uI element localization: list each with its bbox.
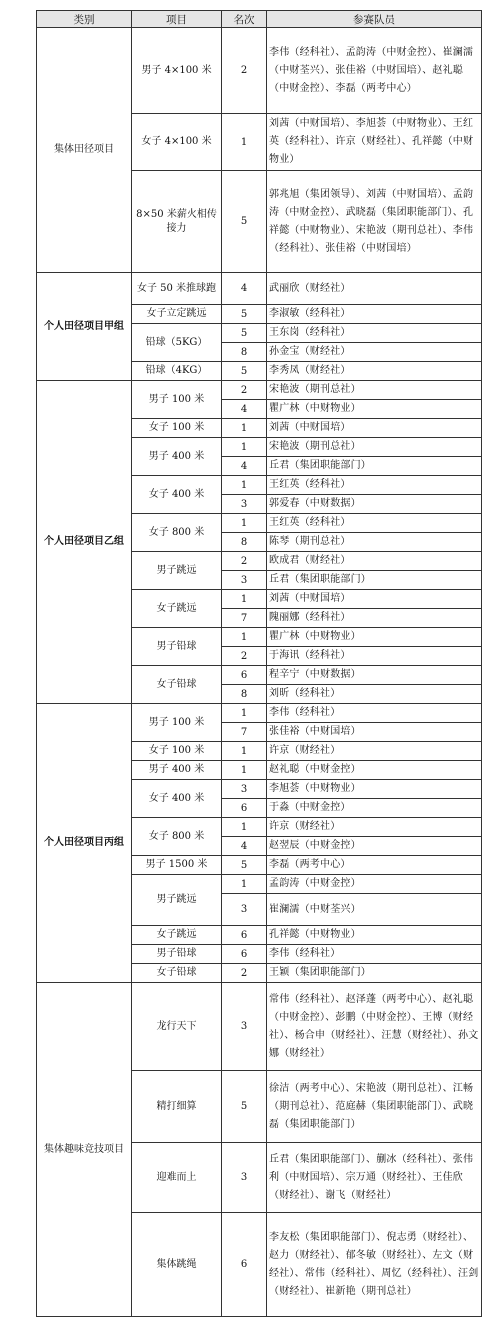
event-cell: 女子铅球 bbox=[132, 666, 222, 704]
table-row bbox=[37, 983, 482, 1071]
event-cell: 女子立定跳远 bbox=[132, 305, 222, 324]
rank-cell: 5 bbox=[222, 324, 267, 343]
header-row bbox=[37, 11, 482, 28]
team-cell: 陈琴（期刊总社） bbox=[267, 533, 482, 552]
team-cell: 孔祥懿（中财物业） bbox=[267, 926, 482, 945]
event-cell: 男子跳远 bbox=[132, 552, 222, 590]
team-cell: 瞿广林（中财物业） bbox=[267, 628, 482, 647]
team-cell: 刘茜（中财国培） bbox=[267, 419, 482, 438]
team-cell: 武丽欣（财经社） bbox=[267, 273, 482, 305]
category-cell: 个人田径项目丙组 bbox=[37, 704, 132, 983]
team-cell: 丘君（集团职能部门） bbox=[267, 457, 482, 476]
rank-cell: 4 bbox=[222, 457, 267, 476]
event-cell: 精打细算 bbox=[132, 1071, 222, 1143]
event-cell: 铅球（4KG） bbox=[132, 362, 222, 381]
rank-cell: 5 bbox=[222, 171, 267, 273]
event-cell: 男子跳远 bbox=[132, 875, 222, 926]
team-cell: 王红英（经科社） bbox=[267, 514, 482, 533]
team-cell: 刘茜（中财国培）、李旭荟（中财物业）、王红英（经科社）、许京（财经社）、孔祥懿（中财物业） bbox=[267, 114, 482, 171]
event-cell: 铅球（5KG） bbox=[132, 324, 222, 362]
rank-cell: 2 bbox=[222, 964, 267, 983]
event-cell: 女子 50 米推球跑 bbox=[132, 273, 222, 305]
team-cell: 隗丽娜（经科社） bbox=[267, 609, 482, 628]
rank-cell: 3 bbox=[222, 780, 267, 799]
event-cell: 8×50 米薪火相传接力 bbox=[132, 171, 222, 273]
rank-cell: 1 bbox=[222, 590, 267, 609]
team-cell: 常伟（经科社）、赵泽蓬（两考中心）、赵礼聪（中财金控）、彭鹏（中财金控）、王博（财经社）、杨合申（财经社）、汪慧（财经社）、孙文娜（财经社） bbox=[267, 983, 482, 1071]
event-cell: 男子铅球 bbox=[132, 628, 222, 666]
rank-cell: 1 bbox=[222, 742, 267, 761]
event-cell: 女子跳远 bbox=[132, 926, 222, 945]
team-cell: 赵翌辰（中财金控） bbox=[267, 837, 482, 856]
team-cell: 丘君（集团职能部门） bbox=[267, 571, 482, 590]
rank-cell: 1 bbox=[222, 818, 267, 837]
rank-cell: 2 bbox=[222, 381, 267, 400]
team-cell: 李友松（集团职能部门）、倪志勇（财经社）、赵力（财经社）、郁冬敏（财经社）、左文（财经社）、常伟（经科社）、周忆（经科社）、汪剑（财经社）、崔新艳（期刊总社） bbox=[267, 1213, 482, 1317]
team-cell: 张佳裕（中财国培） bbox=[267, 723, 482, 742]
team-cell: 刘昕（经科社） bbox=[267, 685, 482, 704]
event-cell: 女子 400 米 bbox=[132, 780, 222, 818]
table-row bbox=[37, 704, 482, 723]
team-cell: 宋艳波（期刊总社） bbox=[267, 381, 482, 400]
event-cell: 女子铅球 bbox=[132, 964, 222, 983]
rank-cell: 5 bbox=[222, 305, 267, 324]
team-cell: 许京（财经社） bbox=[267, 742, 482, 761]
event-cell: 女子 100 米 bbox=[132, 419, 222, 438]
table-row bbox=[37, 28, 482, 114]
rank-cell: 3 bbox=[222, 1143, 267, 1213]
team-cell: 王颖（集团职能部门） bbox=[267, 964, 482, 983]
team-cell: 李旭荟（中财物业） bbox=[267, 780, 482, 799]
event-cell: 迎难而上 bbox=[132, 1143, 222, 1213]
team-cell: 王东岗（经科社） bbox=[267, 324, 482, 343]
rank-cell: 1 bbox=[222, 476, 267, 495]
team-cell: 李淑敏（经科社） bbox=[267, 305, 482, 324]
rank-cell: 3 bbox=[222, 983, 267, 1071]
rank-cell: 1 bbox=[222, 419, 267, 438]
team-cell: 郭兆旭（集团领导）、刘茜（中财国培）、孟韵涛（中财金控）、武晓磊（集团职能部门）、孔祥懿（中财物业）、宋艳波（期刊总社）、李伟（经科社）、张佳裕（中财国培） bbox=[267, 171, 482, 273]
team-cell: 李伟（经科社）、孟韵涛（中财金控）、崔澜濡（中财荃兴）、张佳裕（中财国培）、赵礼聪（中财金控）、李磊（两考中心） bbox=[267, 28, 482, 114]
event-cell: 女子跳远 bbox=[132, 590, 222, 628]
rank-cell: 3 bbox=[222, 571, 267, 590]
rank-cell: 1 bbox=[222, 628, 267, 647]
event-cell: 女子 4×100 米 bbox=[132, 114, 222, 171]
rank-cell: 3 bbox=[222, 495, 267, 514]
event-cell: 男子 1500 米 bbox=[132, 856, 222, 875]
team-cell: 于淼（中财金控） bbox=[267, 799, 482, 818]
event-cell: 女子 800 米 bbox=[132, 818, 222, 856]
rank-cell: 4 bbox=[222, 837, 267, 856]
event-cell: 龙行天下 bbox=[132, 983, 222, 1071]
event-cell: 女子 100 米 bbox=[132, 742, 222, 761]
team-cell: 程辛宁（中财数据） bbox=[267, 666, 482, 685]
team-cell: 李磊（两考中心） bbox=[267, 856, 482, 875]
results-table bbox=[36, 10, 482, 1317]
rank-cell: 5 bbox=[222, 362, 267, 381]
rank-cell: 1 bbox=[222, 875, 267, 894]
rank-cell: 7 bbox=[222, 609, 267, 628]
team-cell: 刘茜（中财国培） bbox=[267, 590, 482, 609]
header-rank: 名次 bbox=[222, 11, 267, 28]
category-cell: 集体田径项目 bbox=[37, 28, 132, 273]
rank-cell: 2 bbox=[222, 647, 267, 666]
rank-cell: 5 bbox=[222, 856, 267, 875]
header-team: 参赛队员 bbox=[267, 11, 482, 28]
rank-cell: 2 bbox=[222, 28, 267, 114]
rank-cell: 1 bbox=[222, 114, 267, 171]
event-cell: 男子 100 米 bbox=[132, 381, 222, 419]
rank-cell: 3 bbox=[222, 894, 267, 926]
team-cell: 欧成君（财经社） bbox=[267, 552, 482, 571]
team-cell: 瞿广林（中财物业） bbox=[267, 400, 482, 419]
team-cell: 赵礼聪（中财金控） bbox=[267, 761, 482, 780]
team-cell: 李伟（经科社） bbox=[267, 704, 482, 723]
team-cell: 于海讯（经科社） bbox=[267, 647, 482, 666]
team-cell: 李秀凤（财经社） bbox=[267, 362, 482, 381]
rank-cell: 1 bbox=[222, 761, 267, 780]
event-cell: 男子 100 米 bbox=[132, 704, 222, 742]
category-cell: 个人田径项目甲组 bbox=[37, 273, 132, 381]
team-cell: 许京（财经社） bbox=[267, 818, 482, 837]
rank-cell: 8 bbox=[222, 533, 267, 552]
team-cell: 孟韵涛（中财金控） bbox=[267, 875, 482, 894]
rank-cell: 1 bbox=[222, 704, 267, 723]
team-cell: 王红英（经科社） bbox=[267, 476, 482, 495]
team-cell: 徐洁（两考中心）、宋艳波（期刊总社）、江畅（期刊总社）、范庭赫（集团职能部门）、武晓磊（集团职能部门） bbox=[267, 1071, 482, 1143]
rank-cell: 7 bbox=[222, 723, 267, 742]
rank-cell: 4 bbox=[222, 400, 267, 419]
rank-cell: 4 bbox=[222, 273, 267, 305]
category-cell: 个人田径项目乙组 bbox=[37, 381, 132, 704]
table-body bbox=[37, 28, 482, 1317]
table-header bbox=[37, 11, 482, 28]
rank-cell: 8 bbox=[222, 685, 267, 704]
team-cell: 郭爱春（中财数据） bbox=[267, 495, 482, 514]
event-cell: 男子铅球 bbox=[132, 945, 222, 964]
team-cell: 宋艳波（期刊总社） bbox=[267, 438, 482, 457]
event-cell: 男子 4×100 米 bbox=[132, 28, 222, 114]
rank-cell: 6 bbox=[222, 1213, 267, 1317]
category-cell: 集体趣味竞技项目 bbox=[37, 983, 132, 1317]
table-row bbox=[37, 273, 482, 305]
table-row bbox=[37, 381, 482, 400]
rank-cell: 6 bbox=[222, 926, 267, 945]
event-cell: 男子 400 米 bbox=[132, 438, 222, 476]
rank-cell: 5 bbox=[222, 1071, 267, 1143]
rank-cell: 2 bbox=[222, 552, 267, 571]
rank-cell: 1 bbox=[222, 514, 267, 533]
event-cell: 男子 400 米 bbox=[132, 761, 222, 780]
team-cell: 李伟（经科社） bbox=[267, 945, 482, 964]
team-cell: 崔澜濡（中财荃兴） bbox=[267, 894, 482, 926]
rank-cell: 6 bbox=[222, 666, 267, 685]
event-cell: 女子 400 米 bbox=[132, 476, 222, 514]
header-event: 项目 bbox=[132, 11, 222, 28]
rank-cell: 6 bbox=[222, 799, 267, 818]
rank-cell: 1 bbox=[222, 438, 267, 457]
rank-cell: 8 bbox=[222, 343, 267, 362]
event-cell: 女子 800 米 bbox=[132, 514, 222, 552]
team-cell: 孙金宝（财经社） bbox=[267, 343, 482, 362]
event-cell: 集体跳绳 bbox=[132, 1213, 222, 1317]
header-category: 类别 bbox=[37, 11, 132, 28]
rank-cell: 6 bbox=[222, 945, 267, 964]
team-cell: 丘君（集团职能部门）、蒯冰（经科社）、张伟利（中财国培）、宗万通（财经社）、王佳欣（财经社）、谢飞（财经社） bbox=[267, 1143, 482, 1213]
